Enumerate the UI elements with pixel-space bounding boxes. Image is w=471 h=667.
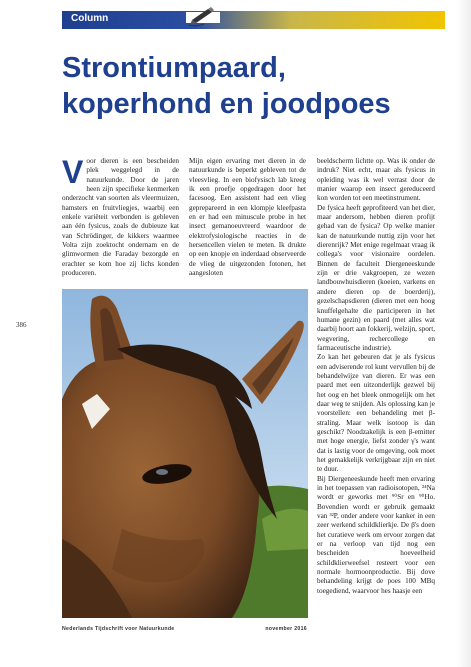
title-line-1: Strontiumpaard, xyxy=(62,52,286,84)
column-2-text: Mijn eigen ervaring met dieren in de natuurkunde is beperkt gebleven tot de vleesvlieg. In een biofysisch lab kreeg ik een proefje opgedragen door het facesoog. Een assistent had een vlieg geprepareerd in een klompje kleefpasta en er had een minuscule probe in het insect gemanoeuvreerd waardoor de elektrofysiologische reacties in de hersencellen vielen te meten. Ik drukte op een knopje en inderdaad observeerde de vlieg de uitgezonden fotonen, het aangesloten xyxy=(189,157,306,278)
pen-icon xyxy=(186,5,220,31)
column-1-text: oor dieren is een bescheiden plek weggelegd in de natuurkunde. Door de jaren heen zijn specifieke kenmerken onderzocht van soorten als vleermuizen, hamsters en fruitvliegjes, waarbij een enkele variëteit verbonden is gebleven aan één fysicus, zoals de dubieuze kat van Schrödinger, de kikkers waarmee Volta zijn zoektocht ondernam en de glimwormen die Faraday bezorgde en erachter se kom hoe zij lichs konden produceren. xyxy=(62,157,179,278)
article-title xyxy=(62,50,452,122)
horse-illustration xyxy=(62,289,308,618)
column-3 xyxy=(317,157,435,596)
column-3-paragraph-4: Bij Diergeneeskunde heeft men ervaring in het toepassen van radioisotopen, ²⁴Na wordt er geworks met ⁹⁰Sr en ⁹⁰Ho. Bovendien wordt er gebruik gemaakt van ³²P, onder andere voor kanker in een zeer werkend schildklierkje. De β's doen het curatieve werk om ervoor zorgen dat er na verloop van tijd nog een bescheiden hoeveelheid schildklierweefsel resteert voor een normale hormoonproductie. Bij dove behandeling krijgt de poes 100 MBq toegediend, waarvoor hes haasje een xyxy=(317,474,435,595)
section-label: Column xyxy=(71,13,109,24)
page-number: 386 xyxy=(16,321,27,329)
horse-photo xyxy=(62,289,308,618)
footer-date: november 2016 xyxy=(265,626,307,632)
drop-cap: V xyxy=(62,154,84,190)
page-footer xyxy=(62,625,307,635)
column-2 xyxy=(189,157,306,278)
column-3-paragraph-2: De fysica heeft geprofiteerd van het dier, maar andersom, hebben dieren profijt gehad van de fysica? Op welke manier kan de natuurkunde nuttig zijn voor het dierenrijk? Met enige regelmaat vraag ik collega's voor visionaire oordelen. Binnen de faculteit Diergeneeskunde zijn er drie vakgroepen, ze wezen landbouwhuisdieren (koeien, varkens en andere dieren op de boerderij), gezelschapsdieren (dieren met een hoog knuffelgehalte die participeren in het humane gezin) en paard (met alles wat daarbij hoort aan fokkerij, welzijn, sport, wegvering, rechercollege en farmaceutische industrie). xyxy=(317,203,435,352)
title-line-2: koperhond en joodpoes xyxy=(62,88,391,120)
column-3-paragraph-3: Zo kan het gebeuren dat je als fysicus een adviserende rol kunt vervullen bij de behandelwijze van dieren. Er was een paard met een uitzonderlijk gezwel bij het oog en het bleek onmogelijk om het daar weg te snijden. Als oplossing kan je voorstellen: een behandeling met β-straling. Maar welk isotoop is dan geschikt? Noodzakelijk is een β-emitter met hoge energie, liefst zonder γ's want dat is lastig voor de omgeving, ook moet het gemakkelijk verkrijgbaar zijn en niet te duur. xyxy=(317,353,435,474)
column-1 xyxy=(62,154,179,278)
section-header-bar xyxy=(62,11,445,29)
footer-journal: Nederlands Tijdschrift voor Natuurkunde xyxy=(62,626,175,632)
column-3-paragraph-1: beeldscherm lichtte op. Was ik onder de indruk? Niet echt, maar als fysicus in opleiding was ik wel verrast door de manier waarop een insect gereduceerd kon worden tot een meetinstrument. xyxy=(317,157,435,203)
